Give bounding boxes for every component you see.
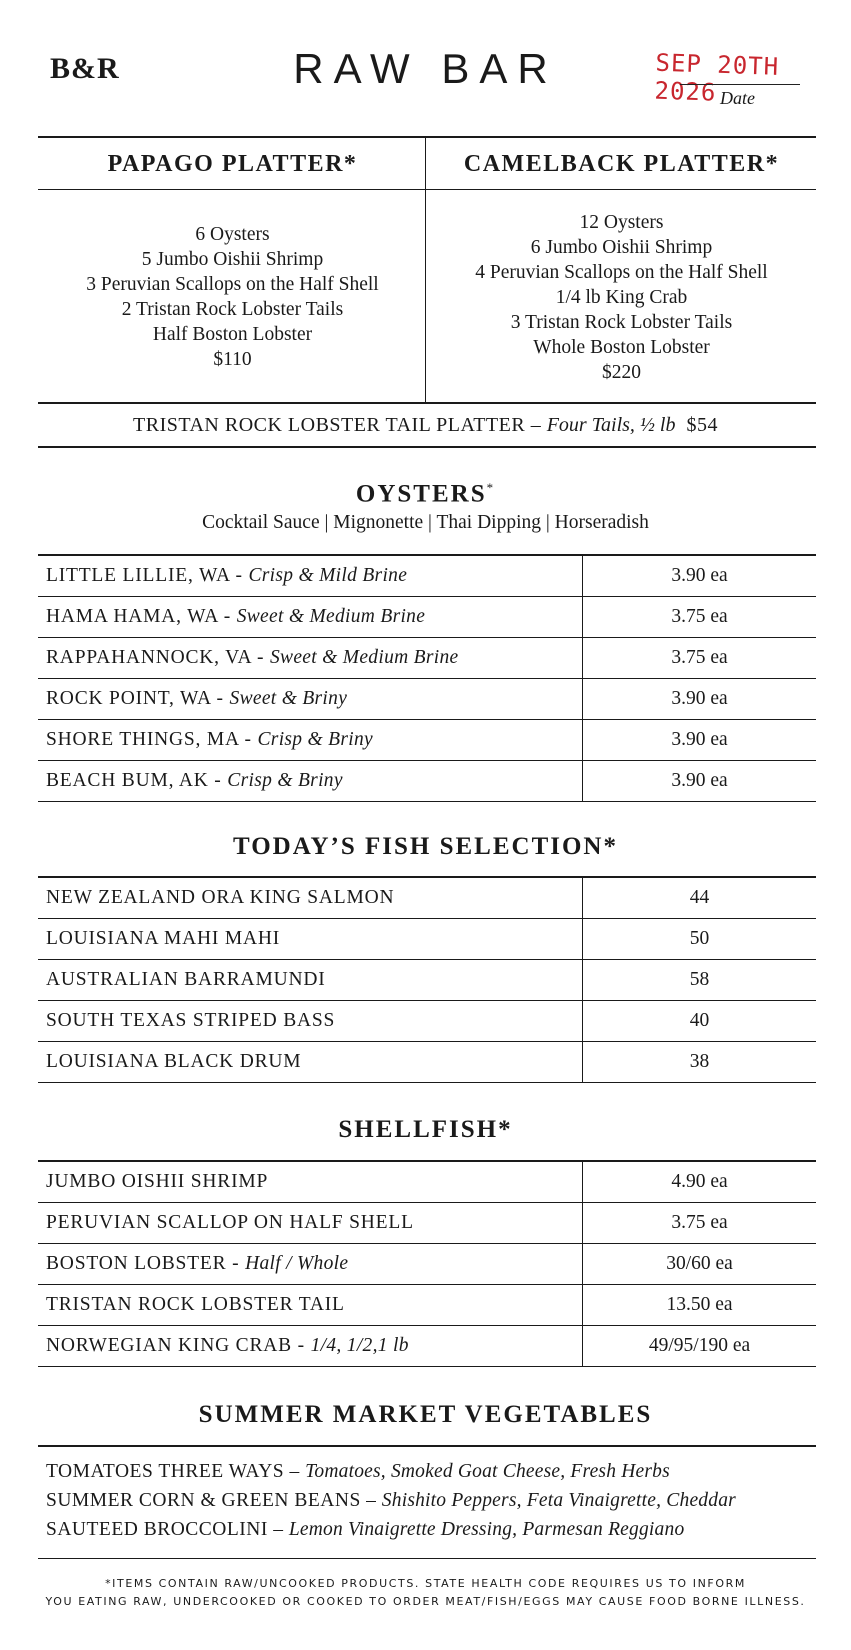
camelback-platter-title: CAMELBACK PLATTER* [463,151,780,177]
item-price: 3.90 ea [582,679,816,719]
platter-item: 5 Jumbo Oishii Shrimp [141,249,324,270]
camelback-platter-items [427,210,816,385]
table-row [38,761,816,802]
item-price: 3.90 ea [582,761,816,801]
item-name: LOUISIANA BLACK DRUM [46,1051,302,1072]
restaurant-logo: B&R [50,52,120,85]
tail-platter-price: $54 [686,414,718,436]
item-name: LITTLE LILLIE, WA - [46,565,243,586]
item-name: SHORE THINGS, MA - [46,729,252,750]
item-price: 44 [582,878,816,918]
platter-item: Whole Boston Lobster [533,337,710,358]
platter-item: 6 Jumbo Oishii Shrimp [530,237,713,258]
item-name: SOUTH TEXAS STRIPED BASS [46,1010,336,1031]
item-name: JUMBO OISHII SHRIMP [46,1171,269,1192]
item-name: RAPPAHANNOCK, VA - [46,647,265,668]
platter-item: 12 Oysters [579,212,664,233]
item-price: 4.90 ea [582,1162,816,1202]
item-price: 40 [582,1001,816,1041]
item-name: TOMATOES THREE WAYS – [46,1461,300,1482]
table-row [38,1162,816,1203]
item-name: PERUVIAN SCALLOP ON HALF SHELL [46,1212,414,1233]
oysters-title-text: OYSTERS [355,480,487,508]
platter-price: $220 [602,362,641,383]
oysters-title [0,480,851,508]
item-price: 3.90 ea [582,720,816,760]
table-row [38,878,816,919]
item-desc: Sweet & Medium Brine [236,606,426,627]
platter-item: 3 Tristan Rock Lobster Tails [510,312,733,333]
table-row [38,919,816,960]
oysters-title-mark: * [486,480,496,495]
row-name [46,761,343,801]
vegetable-item [46,1490,736,1512]
item-price: 3.75 ea [582,638,816,678]
item-desc: Half / Whole [245,1253,349,1274]
table-row [38,679,816,720]
platters-top-rule [38,136,816,138]
table-row [38,556,816,597]
oysters-table [38,554,816,802]
table-row [38,1244,816,1285]
platters-bottom-rule [38,402,816,404]
vegetables-title: SUMMER MARKET VEGETABLES [198,1401,653,1428]
row-name [46,556,407,596]
health-notice-line-1: *ITEMS CONTAIN RAW/UNCOOKED PRODUCTS. STATE HEALTH CODE REQUIRES US TO INFORM [105,1577,746,1590]
item-price: 3.90 ea [582,556,816,596]
platter-item: 4 Peruvian Scallops on the Half Shell [475,262,768,283]
item-desc: Crisp & Briny [257,729,373,750]
table-row [38,1285,816,1326]
row-name [46,1326,409,1366]
row-name [46,1162,268,1202]
table-row [38,1326,816,1367]
health-notice-line-2: YOU EATING RAW, UNDERCOOKED OR COOKED TO ORDER MEAT/FISH/EGGS MAY CAUSE FOOD BORNE ILLNESS. [45,1595,806,1608]
platters-header-rule [38,189,816,190]
item-price: 3.75 ea [582,1203,816,1243]
shellfish-title: SHELLFISH* [338,1116,513,1143]
tail-platter-rule [38,446,816,448]
item-price: 3.75 ea [582,597,816,637]
item-desc: Shishito Peppers, Feta Vinaigrette, Cheddar [381,1490,736,1511]
item-desc: Sweet & Medium Brine [270,647,459,668]
item-price: 38 [582,1042,816,1082]
item-name: NEW ZEALAND ORA KING SALMON [46,887,395,908]
item-desc: 1/4, 1/2,1 lb [310,1335,409,1356]
item-name: AUSTRALIAN BARRAMUNDI [46,969,326,990]
item-price: 30/60 ea [582,1244,816,1284]
table-row [38,960,816,1001]
item-desc: Crisp & Mild Brine [248,565,408,586]
item-desc: Sweet & Briny [229,688,348,709]
item-price: 13.50 ea [582,1285,816,1325]
item-desc: Lemon Vinaigrette Dressing, Parmesan Reggiano [288,1519,685,1540]
row-name [46,1203,414,1243]
platter-item: Half Boston Lobster [152,324,313,345]
platter-item: 1/4 lb King Crab [555,287,688,308]
row-name [46,1285,345,1325]
item-name: HAMA HAMA, WA - [46,606,231,627]
tail-platter-name: TRISTAN ROCK LOBSTER TAIL PLATTER – [133,414,542,436]
tail-platter-desc: Four Tails, ½ lb [546,414,676,436]
item-name: NORWEGIAN KING CRAB - [46,1335,305,1356]
item-name: ROCK POINT, WA - [46,688,224,709]
vegetable-item [46,1461,670,1483]
item-desc: Crisp & Briny [227,770,343,791]
date-label: Date [720,88,755,108]
table-row [38,720,816,761]
platter-price: $110 [213,349,252,370]
row-name [46,1244,348,1284]
row-name [46,638,459,678]
table-row [38,597,816,638]
table-row [38,638,816,679]
item-name: TRISTAN ROCK LOBSTER TAIL [46,1294,345,1315]
page-title: RAW BAR [293,45,558,92]
item-price: 49/95/190 ea [582,1326,816,1366]
platter-item: 2 Tristan Rock Lobster Tails [121,299,344,320]
table-row [38,1203,816,1244]
date-underline [680,84,800,85]
row-name [46,597,425,637]
oyster-sauces: Cocktail Sauce | Mignonette | Thai Dipping | Horseradish [202,512,649,533]
item-name: SAUTEED BROCCOLINI – [46,1519,284,1540]
platter-item: 6 Oysters [195,224,270,245]
date-stamp: SEP 20TH 2026 [654,48,780,107]
table-row [38,1001,816,1042]
papago-platter-items [38,222,427,372]
row-name [46,720,373,760]
item-name: BEACH BUM, AK - [46,770,222,791]
item-name: SUMMER CORN & GREEN BEANS – [46,1490,377,1511]
vegetable-item [46,1519,684,1541]
table-row [38,1042,816,1083]
platter-item: 3 Peruvian Scallops on the Half Shell [86,274,379,295]
tail-platter-line [0,414,851,437]
item-desc: Tomatoes, Smoked Goat Cheese, Fresh Herbs [305,1461,670,1482]
shellfish-table [38,1160,816,1367]
vegetables-top-rule [38,1445,816,1447]
vegetables-bottom-rule [38,1558,816,1559]
fish-title: TODAY’S FISH SELECTION* [232,833,618,860]
row-name [46,679,347,719]
fish-table [38,876,816,1083]
item-price: 58 [582,960,816,1000]
item-name: BOSTON LOBSTER - [46,1253,240,1274]
item-price: 50 [582,919,816,959]
papago-platter-title: PAPAGO PLATTER* [107,151,358,177]
item-name: LOUISIANA MAHI MAHI [46,928,281,949]
